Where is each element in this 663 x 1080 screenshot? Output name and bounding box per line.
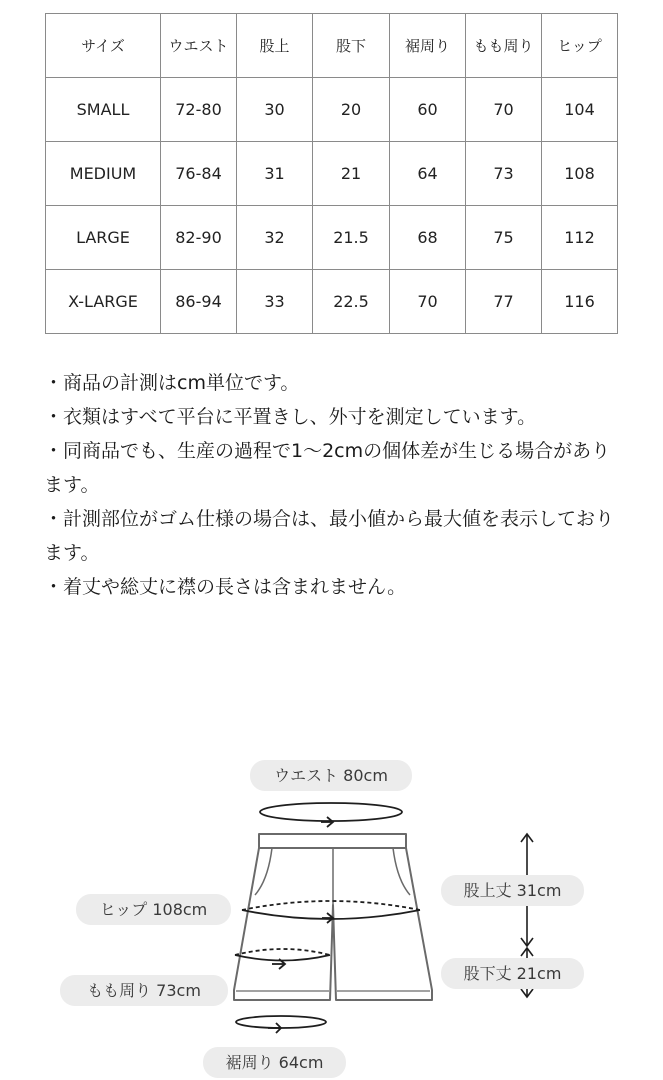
- size-table: [45, 13, 618, 334]
- measurement-notes: [44, 366, 624, 604]
- waist-label: ウエスト 80cm: [250, 760, 412, 791]
- waist-circumference-arrow-icon: [260, 803, 402, 827]
- header-cell: ヒップ: [542, 14, 618, 78]
- table-row: [46, 270, 618, 334]
- table-cell: 31: [237, 142, 313, 206]
- table-cell: X-LARGE: [46, 270, 161, 334]
- table-cell: LARGE: [46, 206, 161, 270]
- table-cell: 75: [466, 206, 542, 270]
- header-cell: サイズ: [46, 14, 161, 78]
- table-row: [46, 142, 618, 206]
- table-cell: 33: [237, 270, 313, 334]
- note-line: ・着丈や総丈に襟の長さは含まれません。: [44, 576, 407, 598]
- table-cell: 30: [237, 78, 313, 142]
- table-cell: 108: [542, 142, 618, 206]
- measurement-diagram: [0, 740, 663, 1080]
- header-cell: 股下: [313, 14, 390, 78]
- note-line: ・衣類はすべて平台に平置きし、外寸を測定しています。: [44, 406, 537, 428]
- note-line: ・同商品でも、生産の過程で1〜2cmの個体差が生じる場合があります。: [44, 440, 611, 496]
- hip-circumference-arrow-icon: [242, 901, 420, 923]
- table-cell: 60: [390, 78, 466, 142]
- note-line: ・計測部位がゴム仕様の場合は、最小値から最大値を表示しております。: [44, 508, 615, 564]
- table-cell: 82-90: [161, 206, 237, 270]
- table-row: [46, 206, 618, 270]
- table-cell: 72-80: [161, 78, 237, 142]
- header-cell: ウエスト: [161, 14, 237, 78]
- table-cell: 64: [390, 142, 466, 206]
- table-cell: 68: [390, 206, 466, 270]
- rise-label: 股上丈 31cm: [441, 875, 584, 906]
- table-cell: 70: [466, 78, 542, 142]
- table-cell: 22.5: [313, 270, 390, 334]
- header-cell: 股上: [237, 14, 313, 78]
- hem-label: 裾周り 64cm: [203, 1047, 346, 1078]
- note-line: ・商品の計測はcm単位です。: [44, 372, 300, 394]
- table-cell: 70: [390, 270, 466, 334]
- header-cell: 裾周り: [390, 14, 466, 78]
- table-cell: 104: [542, 78, 618, 142]
- table-cell: MEDIUM: [46, 142, 161, 206]
- table-header-row: [46, 14, 618, 78]
- table-cell: 86-94: [161, 270, 237, 334]
- table-cell: 73: [466, 142, 542, 206]
- hem-circumference-arrow-icon: [236, 1016, 326, 1033]
- table-row: [46, 78, 618, 142]
- table-cell: 21: [313, 142, 390, 206]
- thigh-circumference-arrow-icon: [235, 949, 330, 969]
- table-cell: 32: [237, 206, 313, 270]
- inseam-label: 股下丈 21cm: [441, 958, 584, 989]
- hip-label: ヒップ 108cm: [76, 894, 231, 925]
- header-cell: もも周り: [466, 14, 542, 78]
- table-cell: 116: [542, 270, 618, 334]
- table-cell: 112: [542, 206, 618, 270]
- table-cell: 20: [313, 78, 390, 142]
- table-cell: 21.5: [313, 206, 390, 270]
- table-cell: 76-84: [161, 142, 237, 206]
- table-cell: 77: [466, 270, 542, 334]
- table-cell: SMALL: [46, 78, 161, 142]
- thigh-label: もも周り 73cm: [60, 975, 228, 1006]
